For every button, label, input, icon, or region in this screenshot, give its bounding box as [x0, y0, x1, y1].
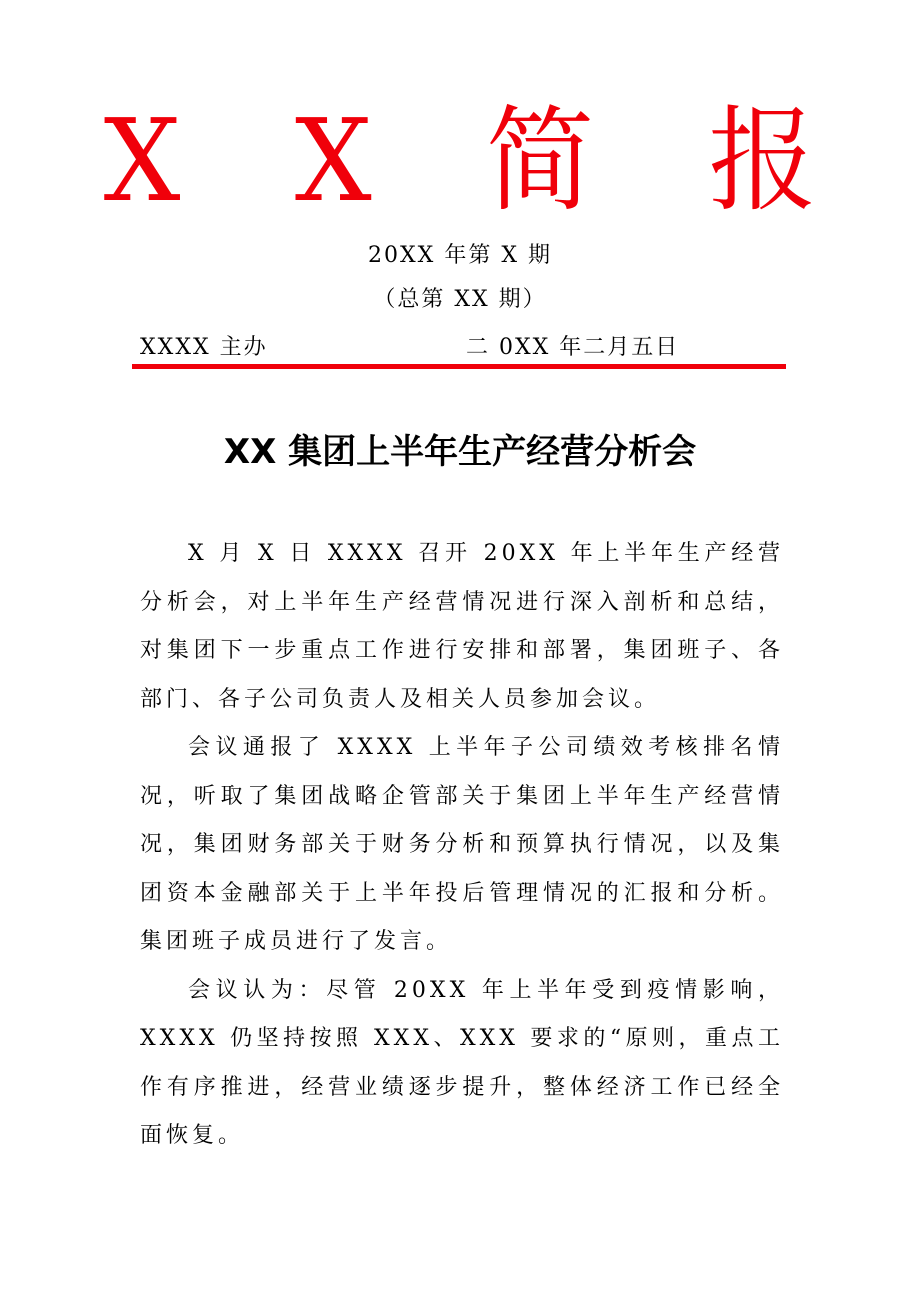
paragraph: X 月 X 日 XXXX 召开 20XX 年上半年生产经营分析会，对上半年生产经营情况进行深入剖析和总结，对集团下一步重点工作进行安排和部署，集团班子、各部门、各子公司负责人及相关人员参加会议。: [140, 541, 784, 712]
publish-date: 二 0XX 年二月五日: [466, 335, 680, 360]
paragraph: 会议认为：尽管 20XX 年上半年受到疫情影响，XXXX 仍坚持按照 XXX、XXX 要求的“原则，重点工作有序推进，经营业绩逐步提升，整体经济工作已经全面恢复。: [140, 977, 784, 1148]
article-body: [140, 530, 784, 1161]
issue-total-number: （总第 XX 期）: [373, 287, 547, 312]
masthead-title: X X 简 报: [103, 95, 857, 228]
article-title: XX 集团上半年生产经营分析会: [223, 432, 697, 472]
red-divider: [132, 364, 786, 369]
organizer: XXXX 主办: [140, 335, 268, 360]
issue-number: 20XX 年第 X 期: [368, 243, 552, 268]
paragraph: 会议通报了 XXXX 上半年子公司绩效考核排名情况，听取了集团战略企管部关于集团上半年生产经营情况，集团财务部关于财务分析和预算执行情况，以及集团资本金融部关于上半年投后管理情况的汇报和分析。集团班子成员进行了发言。: [140, 735, 784, 954]
